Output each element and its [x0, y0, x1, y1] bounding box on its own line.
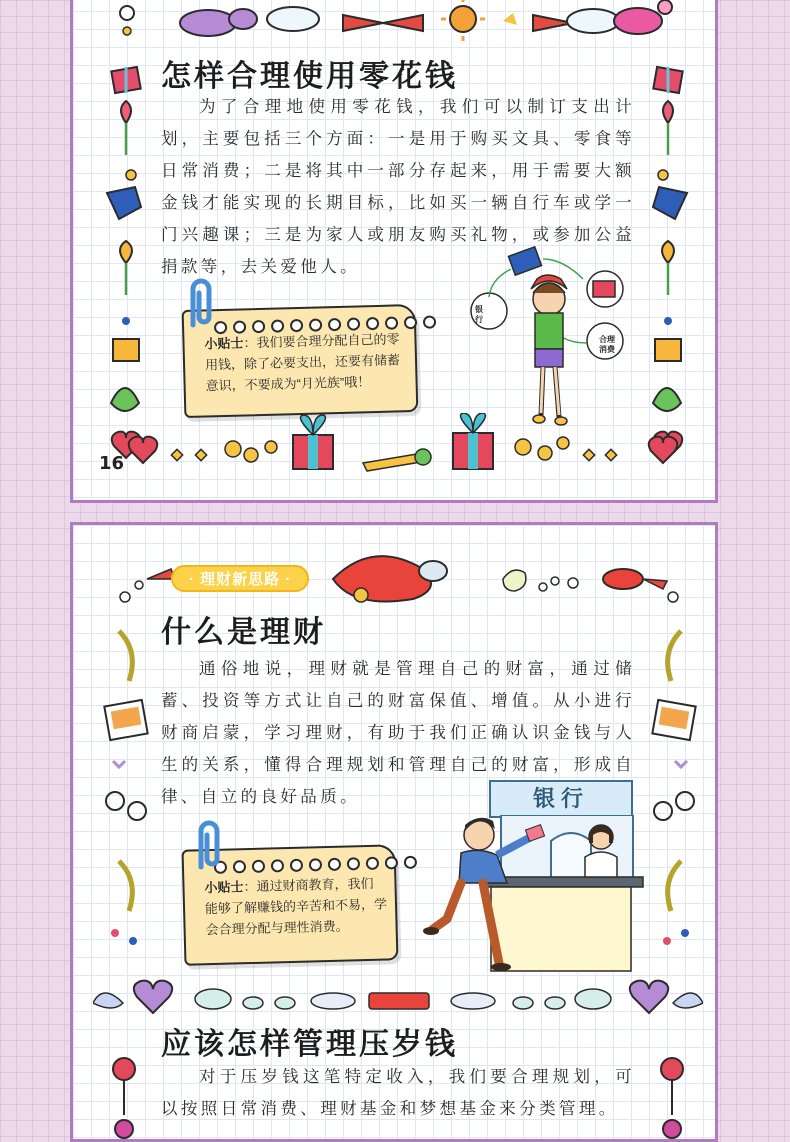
lollipop-right-icon [657, 1055, 687, 1142]
page-top [70, 0, 718, 503]
right-side-decorations-2 [645, 621, 701, 1001]
page-number: 16 [99, 453, 125, 474]
section-banner: · 理财新思路 · [171, 565, 309, 592]
paperclip-icon [183, 275, 215, 333]
left-side-decorations [101, 63, 151, 463]
tip-text-2 [204, 872, 388, 940]
lollipop-left-icon [109, 1055, 139, 1142]
section-title-what-is-finance: 什么是理财 [161, 615, 326, 650]
right-side-decorations [643, 63, 693, 463]
tip-note [182, 304, 419, 418]
tip-label-2: 小贴士 [204, 879, 244, 896]
note-rings-2 [214, 856, 417, 874]
paperclip-icon-2 [191, 817, 223, 875]
tip-content: ：我们要合理分配自己的零用钱，除了必要支出，还要有储蓄意识，不要成为“月光族”哦！ [204, 331, 401, 394]
top-decoration-row [113, 0, 673, 51]
page-bottom [70, 522, 718, 1142]
bank-counter-illustration [421, 815, 646, 975]
body-text-pocket-money: 为了合理地使用零花钱，我们可以制订支出计划，主要包括三个方面：一是用于购买文具、零食等日常消费；二是将其中一部分存起来，用于需要大额金钱才能实现的长期目标，比如买一辆自行车或学一门兴趣课；三是为家人或朋友购买礼物，或参加公益捐款等，去关爱他人。 [161, 97, 635, 276]
page-title-pocket-money: 怎样合理使用零花钱 [161, 59, 458, 94]
body-text-lucky-money: 对于压岁钱这笔特定收入，我们要合理规划，可以按照日常消费、理财基金和梦想基金来分类管理。 [161, 1067, 635, 1118]
section-title-lucky-money: 应该怎样管理压岁钱 [161, 1027, 458, 1062]
body-text-what-is-finance: 通俗地说，理财就是管理自己的财富，通过储蓄、投资等方式让自己的财富保值、增值。从小进行财商启蒙，学习理财，有助于我们正确认识金钱与人生的关系，懂得合理规划和管理自己的财富，形成自律、自立的良好品质。 [161, 659, 635, 806]
diagram-label-spend: 合理 消费 [599, 335, 615, 354]
diagram-label-bank: 银行 [475, 305, 483, 324]
tip-label: 小贴士 [204, 335, 244, 352]
bank-sign: 银行 [489, 780, 633, 818]
tip-content-2: ：通过财商教育，我们能够了解赚钱的辛苦和不易，学会合理分配与理性消费。 [204, 875, 388, 938]
bottom-decoration-row [123, 413, 683, 475]
tip-text [204, 328, 406, 396]
left-side-decorations-2 [99, 621, 155, 1001]
